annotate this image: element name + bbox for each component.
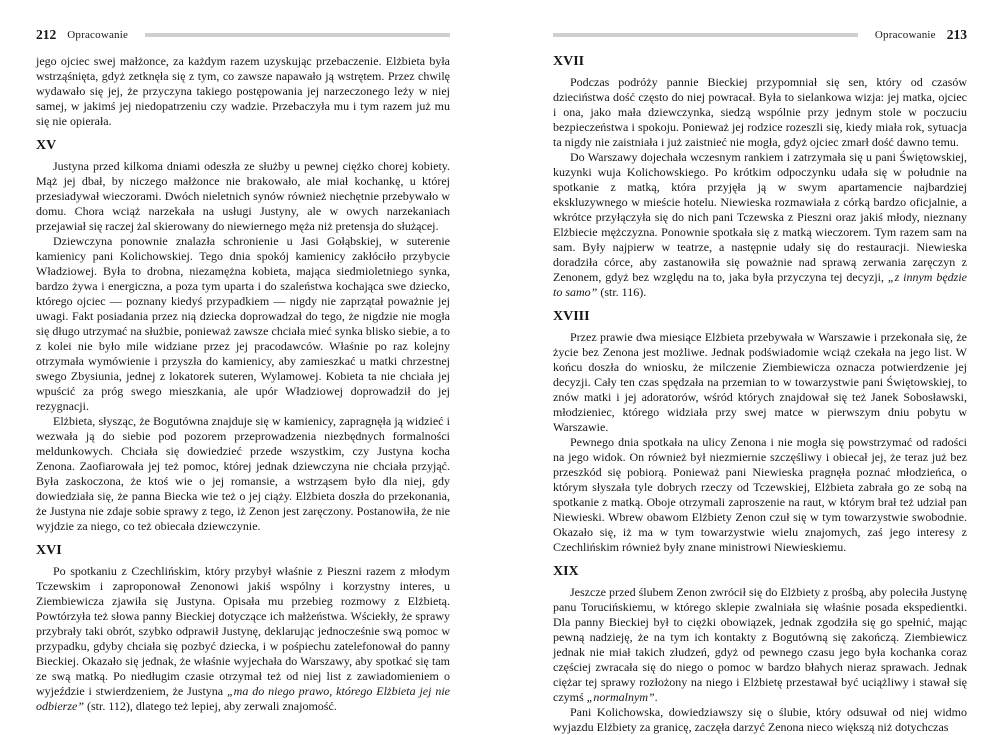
page-header-left	[36, 27, 450, 42]
header-rule-right	[553, 33, 858, 37]
running-head-right: Opracowanie	[874, 28, 936, 41]
paragraph: Podczas podróży pannie Bieckiej przypomniał się sen, który od czasów dzieciństwa dość często do niej powracał. Była to sielankowa wizja: jej matka, ojciec i ona, jako mała dziewczynka, siedzą wspólnie przy jednym stole w poczuciu bezpieczeństwa i spokoju. Ponieważ jej rodzice rozeszli się, kiedy miała rok, sytuacja ta nigdy nie zaistniała i już zaistnieć nie mogła, gdyż ojciec zmarł dość dawno temu.	[553, 75, 967, 149]
section-heading: XIX	[553, 564, 579, 579]
section-heading: XVI	[36, 543, 62, 558]
paragraph: Do Warszawy dojechała wczesnym rankiem i zatrzymała się u pani Świętowskiej, kuzynki wuja Kolichowskiego. Po krótkim odpoczynku udała się w południe na spotkanie z matką, która przyjęła ją w swym apartamencie najbardziej ekskluzywnego w mieście hotelu. Niewieska rozmawiała z córką bardzo oficjalnie, a wkrótce przyłączyła się do nich pani Tczewska z Pieszni oraz jakiś młody, nieznany Elżbiecie mężczyzna. Ponownie spotkała się z matką wieczorem. Tym razem sam na sam. Były najpierw w teatrze, a następnie udały się do restauracji. Niewieska doradziła córce, aby zastanowiła się poważnie nad sprawą zerwania zaręczyn z Zenonem, gdyż bez względu na to, jaka była przyczyna tej decyzji, „z innym będzie to samo” (str. 116).	[553, 150, 967, 299]
page-number-left: 212	[36, 26, 57, 42]
paragraph: Justyna przed kilkoma dniami odeszła ze służby u pewnej ciężko chorej kobiety. Mąż jej dbał, by niczego małżonce nie brakowało, ale miał kochankę, u której przesiadywał wieczorami. Dwóch nieletnich synów również niechętnie przebywało w domu. Chora wciąż narzekała na usługi Justyny, ale w owych narzekaniach przejawiał się raczej żal skierowany do niewiernego męża niż pretensja do służącej.	[36, 159, 450, 233]
paragraph: jego ojciec swej małżonce, za każdym razem uzyskując przebaczenie. Elżbieta była wstrząśnięta, gdyż zetknęła się z tym, co zawsze napawało ją wstrętem. Przez chwilę wydawało się jej, że przyczyna takiego postępowania jej narzeczonego leży w niej samej, w jakimś jej niedopatrzeniu czy wadzie. Przebaczyła mu i tym razem już mu się nie opierała.	[36, 54, 450, 128]
section-heading: XVII	[553, 54, 585, 69]
paragraph: Pewnego dnia spotkała na ulicy Zenona i nie mogła się powstrzymać od radości na jego widok. On również był niezmiernie szczęśliwy i obiecał jej, że teraz już bez przeszkód się pobiorą. Ponieważ pani Niewieska pragnęła poznać młodzieńca, o którym słyszała tyle dobrych rzeczy od Tczewskiej, Elżbieta zabrała go ze sobą na spotkanie z matką. Oboje otrzymali zaproszenie na raut, w którym brał też udział pan Niewieski. Wbrew obawom Elżbiety Zenon czuł się w tym towarzystwie swobodnie. Okazało się, iż ma w tym towarzystwie wielu znajomych, zaś jego interesy z Czechlińskim również były znane ministrowi Niewieskiemu.	[553, 435, 967, 554]
paragraph: Elżbieta, słysząc, że Bogutówna znajduje się w kamienicy, zapragnęła ją widzieć i wezwała ją do siebie pod pozorem przeprowadzenia niezbędnych formalności meldunkowych. Chciała się dowiedzieć przede wszystkim, czy Justyna kocha Zenona. Zaofiarowała jej też pomoc, której jednak dziewczyna nie chciała przyjąć. Była zaskoczona, że ktoś wie o jej romansie, a wstrząsem było dla niej, gdy dowiedziała się, że panna Biecka wie też o jej ciąży. Elżbieta doszła do przekonania, że Justyna nie zdaje sobie sprawy z tego, iż Zenon jest zaręczony. Postanowiła, że nie wyjdzie za niego, co też obiecała dziewczynie.	[36, 414, 450, 533]
section-heading: XV	[36, 138, 57, 153]
section-heading: XVIII	[553, 309, 590, 324]
paragraph: Po spotkaniu z Czechlińskim, który przybył właśnie z Pieszni razem z młodym Tczewskim i zaproponował Zenonowi jakiś wspólny i korzystny interes, u Ziembiewicza zjawiła się Justyna. Opisała mu przebieg rozmowy z Elżbietą. Powtórzyła też słowa panny Bieckiej dotyczące ich małżeństwa. Wściekły, że sprawy przybrały taki obrót, szybko odprawił Justynę, deklarując jednocześnie swą pomoc w przypadku, gdyby chciała się pozbyć dziecka, i w pośpiechu zatelefonował do panny Bieckiej. Okazało się jednak, że właśnie wyjechała do Warszawy, aby spotkać się tam ze swą matką. Po niedługim czasie otrzymał też od niej list z zawiadomieniem o wyjeździe i stwierdzeniem, że Justyna „ma do niego prawo, którego Elżbieta jej nie odbierze” (str. 112), dlatego też lepiej, aby zerwali znajomość.	[36, 564, 450, 713]
page-header-right	[553, 27, 967, 42]
page-number-right: 213	[946, 26, 967, 42]
paragraph: Jeszcze przed ślubem Zenon zwrócił się do Elżbiety z prośbą, aby poleciła Justynę panu Torucińskiemu, w którego sklepie zwalniała się właśnie posada ekspedientki. Dla panny Bieckiej był to ciężki obowiązek, jednak zgodziła się go spełnić, mając pewną nadzieję, że na tym ich kontakty z Bogutówną się zakończą. Ziembiewicz jednak nie miał takich złudzeń, gdyż od pewnego czasu jego była kochanka coraz częściej zwracała się do niego o pomoc w bardzo błahych nieraz sprawach. Jednak ciężar tej sprawy rozłożony na niego i Elżbietę przestawał być uciążliwy i stawał się czymś „normalnym”.	[553, 585, 967, 704]
header-rule-left	[145, 33, 450, 37]
page-body-left	[36, 54, 450, 714]
page-body-right	[553, 54, 967, 735]
paragraph: Dziewczyna ponownie znalazła schronienie u Jasi Gołąbskiej, w suterenie kamienicy pani Kolichowskiej. Tego dnia spokój kamienicy zakłóciło przybycie Władziowej. Była to drobna, niezamężna kobieta, mająca siedmioletniego synka, bardzo żywa i energiczna, a poza tym uparta i do szaleństwa kochająca swe dziecko, którego ojciec — poznany kiedyś przypadkiem — nigdy nie zaprzątał poważnie jej uwagi. Fakt posiadania przez nią dziecka doprowadzał do tego, że nigdzie nie mogła się długo utrzymać na służbie, ponieważ zawsze chciała mieć synka blisko siebie, a to z kolei nie było mile widziane przez jej pracodawców. Właśnie po raz kolejny otrzymała wymówienie i przyszła do kamienicy, aby zamieszkać u matki chrzestnej swego Zbysiunia, jednej z lokatorek suteren, Wylamowej. Kobieta ta nie chciała jej wpuścić za próg swego mieszkania, ale upór Władziowej doprowadził do jej rezygnacji.	[36, 234, 450, 413]
page-212	[36, 27, 450, 714]
paragraph: Pani Kolichowska, dowiedziawszy się o ślubie, który odsuwał od niej widmo wyjazdu Elżbiety za granicę, zaczęła darzyć Zenona nieco większą niż dotychczas	[553, 705, 967, 734]
page-213	[553, 27, 967, 735]
running-head-left: Opracowanie	[67, 28, 129, 41]
paragraph: Przez prawie dwa miesiące Elżbieta przebywała w Warszawie i przekonała się, że życie bez Zenona jest możliwe. Jednak podświadomie wciąż czekała na jego list. W końcu doszła do wniosku, że milczenie Ziembiewicza oznacza potwierdzenie jej decyzji. Cały ten czas spędzała na przemian to w towarzystwie pani Świętowskiej, to znów matki i jej adoratorów, wśród których znajdował się też Janek Sobosławski, młodzieniec, którego widziała przy swej matce w pierwszym dniu pobytu w Warszawie.	[553, 330, 967, 434]
